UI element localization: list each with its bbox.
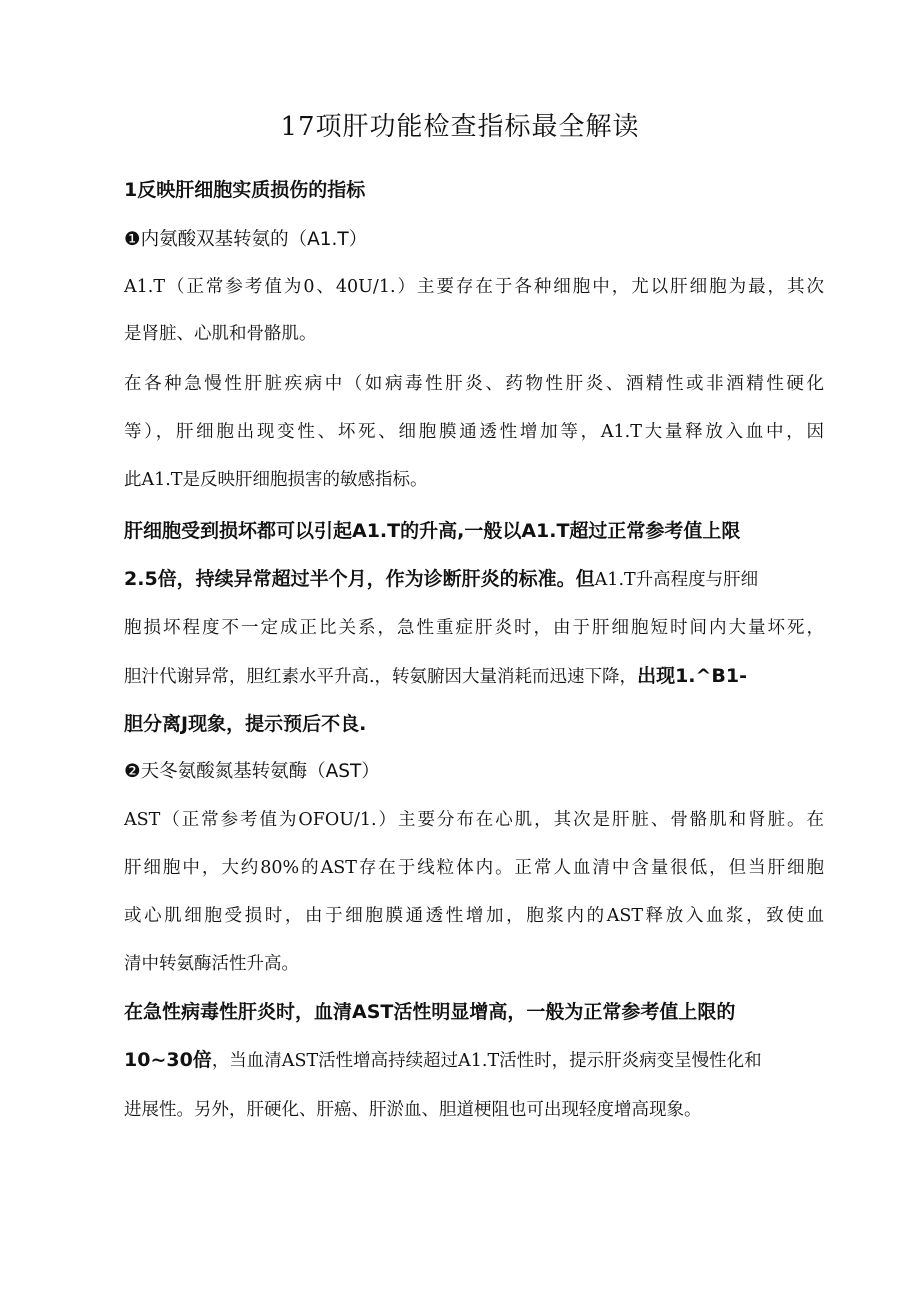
paragraph-line: 是肾脏、心肌和骨骼肌。 [124, 324, 317, 344]
paragraph-line: A1.T（正常参考值为0、40U/1.）主要存在于各种细胞中，尤以肝细胞为最，其次 [124, 277, 824, 297]
emphasis-line: 胆分离J现象，提示预后不良. [124, 713, 367, 735]
paragraph-text: A1.T升高程度与肝细 [594, 570, 759, 590]
paragraph-line: 清中转氨酶活性升高。 [124, 954, 299, 974]
paragraph-text: 胆汁代谢异常，胆红素水平升高.，转氨腑因大量消耗而迅速下降， [124, 667, 638, 687]
emphasis-text: 10~30倍 [124, 1049, 212, 1071]
paragraph-line: 等），肝细胞出现变性、坏死、细胞膜通透性增加等，A1.T大量释放入血中，因 [124, 422, 824, 442]
paragraph-line: 在各种急慢性肝脏疾病中（如病毒性肝炎、药物性肝炎、酒精性或非酒精性硬化 [124, 374, 824, 394]
emphasis-text: 出现1.^B1- [637, 665, 748, 687]
paragraph-line [124, 664, 824, 689]
emphasis-line: 肝细胞受到损坏都可以引起A1.T的升高,一般以A1.T超过正常参考值上限 [124, 520, 741, 542]
paragraph-line: 胞损坏程度不一定成正比关系，急性重症肝炎时，由于肝细胞短时间内大量坏死， [124, 618, 824, 638]
emphasis-text: 2.5倍，持续异常超过半个月，作为诊断肝炎的标准。但 [124, 568, 595, 590]
section-heading: 1反映肝细胞实质损伤的指标 [124, 179, 366, 201]
emphasis-line: 在急性病毒性肝炎时，血清AST活性明显增高，一般为正常参考值上限的 [124, 1001, 736, 1023]
paragraph-text: ，当血清AST活性增高持续超过A1.T活性时，提示肝炎病变呈慢性化和 [211, 1051, 762, 1071]
subsection-heading-ast: ❷天冬氨酸氮基转氨酶（AST） [124, 761, 380, 782]
paragraph-line: 此A1.T是反映肝细胞损害的敏感指标。 [124, 470, 428, 490]
paragraph-line: 进展性。另外，肝硬化、肝癌、肝淤血、胆道梗阻也可出现轻度增高现象。 [124, 1100, 702, 1120]
paragraph-line: 或心肌细胞受损时，由于细胞膜通透性增加，胞浆内的AST释放入血浆，致使血 [124, 906, 824, 926]
paragraph-line [124, 1048, 824, 1073]
emphasis-line [124, 567, 824, 592]
page-title: 17项肝功能检查指标最全解读 [280, 112, 640, 142]
paragraph-line: 肝细胞中，大约80%的AST存在于线粒体内。正常人血清中含量很低，但当肝细胞 [124, 858, 824, 878]
subsection-heading-alt: ❶内氨酸双基转氨的（A1.T） [124, 229, 368, 250]
paragraph-line: AST（正常参考值为OFOU/1.）主要分布在心肌，其次是肝脏、骨骼肌和肾脏。在 [124, 810, 824, 830]
